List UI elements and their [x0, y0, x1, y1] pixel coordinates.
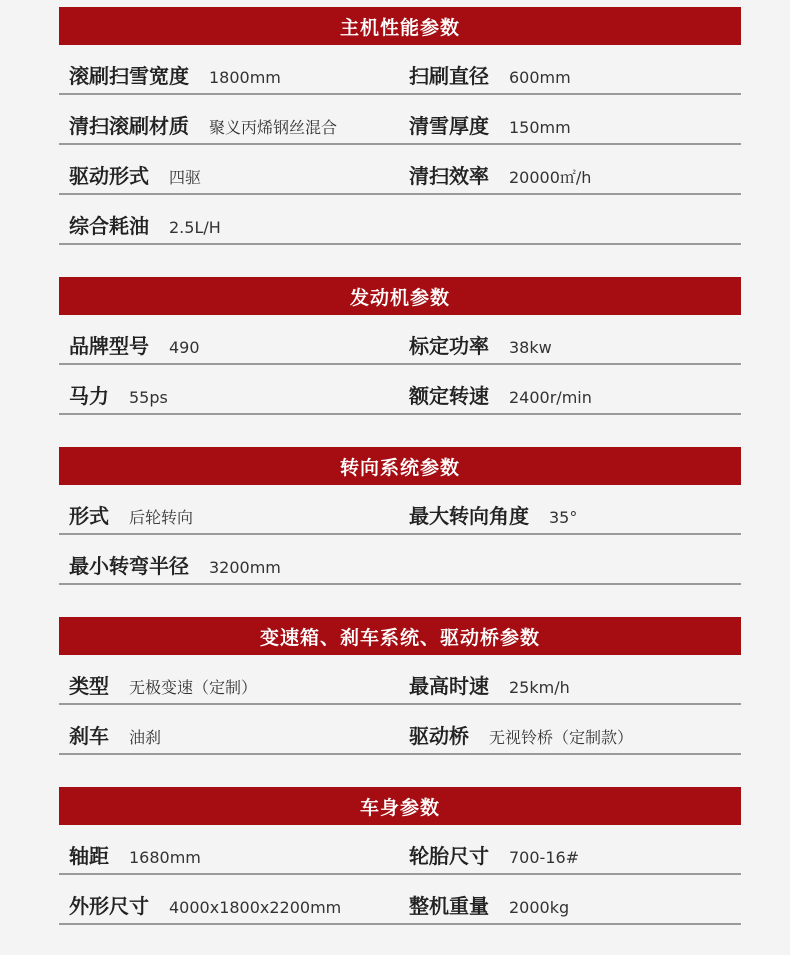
spec-label: 轮胎尺寸: [409, 844, 489, 868]
spec-row: [59, 145, 741, 195]
spec-value: 1680mm: [129, 848, 201, 867]
spec-label: 额定转速: [409, 384, 489, 408]
spec-label: 清扫滚刷材质: [69, 114, 189, 138]
spec-item: [69, 500, 193, 529]
spec-value: 无极变速（定制）: [129, 678, 258, 697]
spec-label: 最大转向角度: [409, 504, 529, 528]
spec-value: 2000kg: [509, 898, 570, 917]
section-steering: [59, 447, 741, 585]
spec-label: 马力: [69, 384, 109, 408]
spec-label: 综合耗油: [69, 214, 149, 238]
spec-item: [69, 110, 337, 139]
section-title: 转向系统参数: [59, 447, 741, 485]
spec-label: 轴距: [69, 844, 109, 868]
spec-label: 刹车: [69, 724, 109, 748]
spec-value: 3200mm: [209, 558, 281, 577]
spec-item: [409, 110, 571, 139]
spec-value: 38kw: [509, 338, 552, 357]
section-main-performance: [59, 7, 741, 245]
divider: [59, 413, 741, 415]
spec-value: 后轮转向: [129, 508, 194, 527]
spec-label: 标定功率: [409, 334, 489, 358]
spec-label: 清雪厚度: [409, 114, 489, 138]
divider: [59, 243, 741, 245]
spec-item: [409, 890, 569, 919]
spec-row: [59, 45, 741, 95]
divider: [59, 583, 741, 585]
spec-value: 25km/h: [509, 678, 570, 697]
divider: [59, 923, 741, 925]
spec-label: 最高时速: [409, 674, 489, 698]
spec-item: [69, 60, 281, 89]
spec-item: [69, 670, 257, 699]
spec-item: [409, 160, 591, 189]
spec-value: 35°: [549, 508, 578, 527]
spec-row: [59, 655, 741, 705]
spec-item: [69, 890, 341, 919]
spec-item: [69, 330, 200, 359]
spec-label: 扫刷直径: [409, 64, 489, 88]
spec-item: [69, 210, 221, 239]
spec-label: 驱动桥: [409, 724, 469, 748]
section-title: 发动机参数: [59, 277, 741, 315]
spec-label: 品牌型号: [69, 334, 149, 358]
spec-value: 油刹: [129, 728, 162, 747]
spec-label: 滚刷扫雪宽度: [69, 64, 189, 88]
section-engine: [59, 277, 741, 415]
spec-item: [69, 160, 201, 189]
spec-label: 类型: [69, 674, 109, 698]
spec-label: 整机重量: [409, 894, 489, 918]
spec-value: 490: [169, 338, 200, 357]
spec-row: [59, 535, 741, 585]
spec-item: [409, 60, 571, 89]
spec-label: 形式: [69, 504, 109, 528]
spec-item: [409, 330, 552, 359]
spec-value: 2.5L/H: [169, 218, 221, 237]
spec-value: 150mm: [509, 118, 571, 137]
spec-label: 清扫效率: [409, 164, 489, 188]
spec-row: [59, 315, 741, 365]
section-body: [59, 787, 741, 925]
spec-value: 600mm: [509, 68, 571, 87]
spec-value: 1800mm: [209, 68, 281, 87]
spec-row: [59, 195, 741, 245]
spec-row: [59, 705, 741, 755]
spec-value: 2400r/min: [509, 388, 592, 407]
spec-row: [59, 365, 741, 415]
section-transmission: [59, 617, 741, 755]
spec-value: 20000㎡/h: [509, 168, 592, 187]
spec-value: 700-16#: [509, 848, 580, 867]
section-title: 主机性能参数: [59, 7, 741, 45]
spec-row: [59, 825, 741, 875]
section-title: 变速箱、刹车系统、驱动桥参数: [59, 617, 741, 655]
spec-value: 聚义丙烯钢丝混合: [209, 118, 338, 137]
spec-label: 外形尺寸: [69, 894, 149, 918]
spec-item: [409, 500, 577, 529]
spec-item: [69, 380, 168, 409]
divider: [59, 753, 741, 755]
spec-item: [409, 840, 579, 869]
spec-item: [69, 720, 161, 749]
spec-item: [409, 670, 570, 699]
spec-value: 四驱: [169, 168, 202, 187]
spec-value: 55ps: [129, 388, 168, 407]
spec-item: [409, 380, 592, 409]
spec-row: [59, 875, 741, 925]
spec-item: [69, 550, 281, 579]
spec-item: [409, 720, 633, 749]
spec-value: 无视铃桥（定制款）: [489, 728, 634, 747]
spec-value: 4000x1800x2200mm: [169, 898, 342, 917]
spec-label: 最小转弯半径: [69, 554, 189, 578]
spec-row: [59, 95, 741, 145]
spec-label: 驱动形式: [69, 164, 149, 188]
section-title: 车身参数: [59, 787, 741, 825]
spec-row: [59, 485, 741, 535]
spec-item: [69, 840, 201, 869]
